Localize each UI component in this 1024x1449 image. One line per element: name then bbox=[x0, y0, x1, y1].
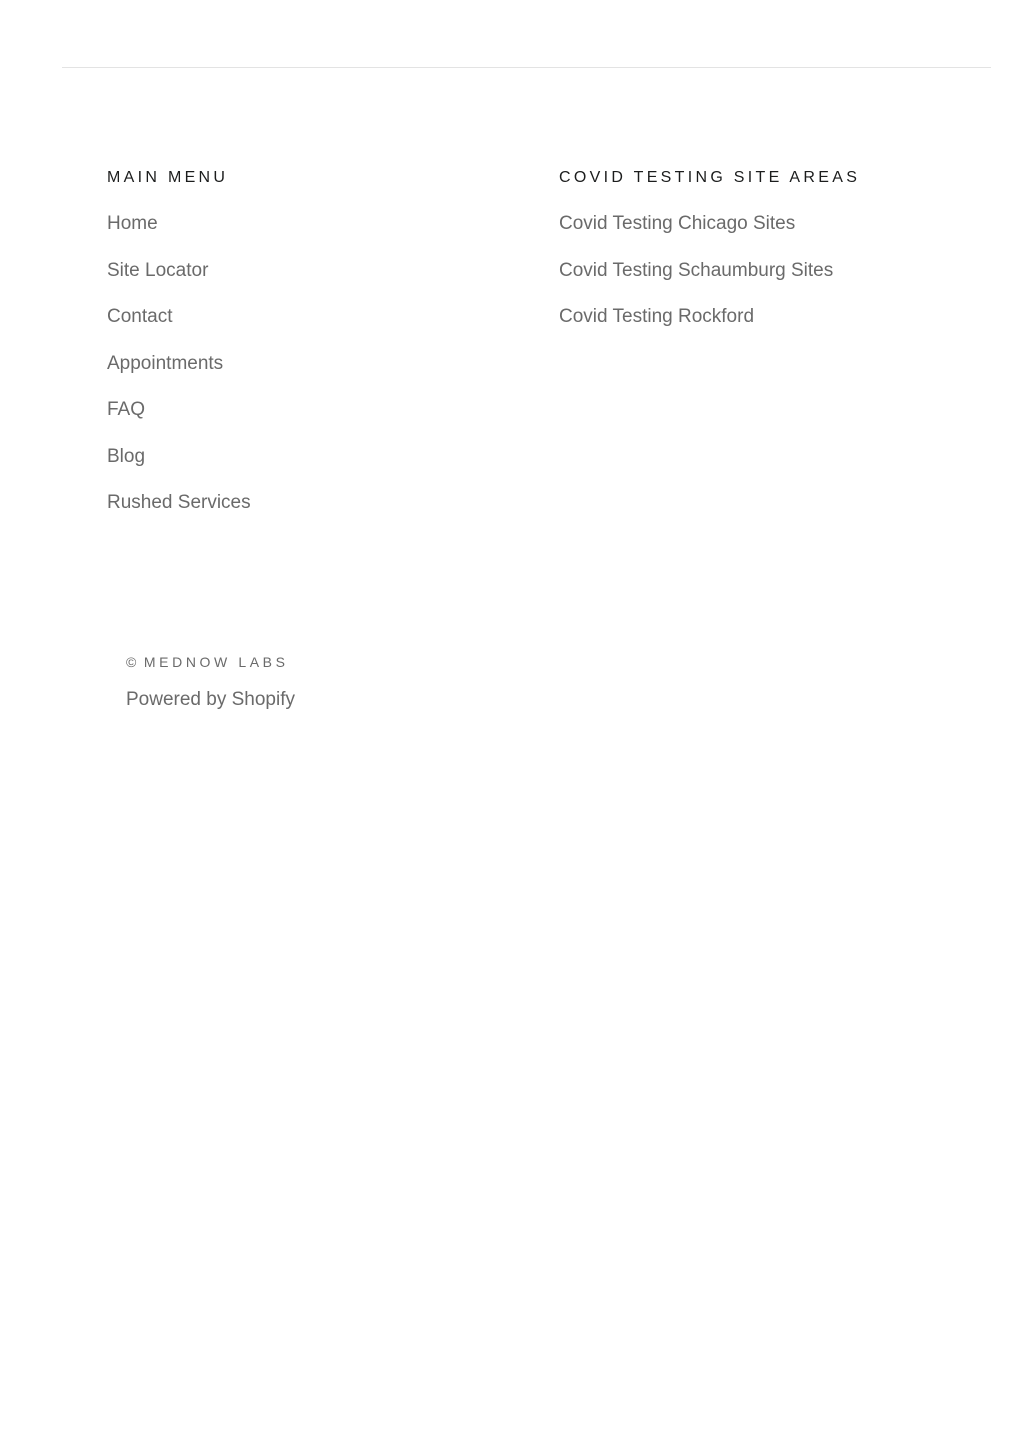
list-item bbox=[107, 302, 487, 349]
copyright-notice bbox=[126, 652, 295, 672]
list-item bbox=[559, 256, 979, 303]
main-menu-link-blog[interactable]: Blog bbox=[107, 445, 146, 467]
covid-link-chicago[interactable]: Covid Testing Chicago Sites bbox=[559, 213, 796, 234]
list-item bbox=[107, 349, 487, 396]
company-link[interactable]: MEDNOW LABS bbox=[143, 654, 289, 670]
main-menu-list bbox=[107, 209, 487, 535]
list-item bbox=[107, 256, 487, 303]
main-menu-link-rushed-services[interactable]: Rushed Services bbox=[107, 492, 251, 513]
list-item bbox=[107, 442, 487, 489]
covid-sites-section bbox=[559, 168, 979, 349]
main-menu-link-site-locator[interactable]: Site Locator bbox=[107, 259, 209, 281]
covid-link-rockford[interactable]: Covid Testing Rockford bbox=[559, 306, 755, 327]
list-item bbox=[107, 209, 487, 256]
footer-legal bbox=[126, 652, 295, 712]
copyright-symbol: © bbox=[126, 654, 140, 670]
list-item bbox=[559, 209, 979, 256]
list-item bbox=[107, 488, 487, 535]
list-item bbox=[107, 395, 487, 442]
covid-sites-heading: COVID TESTING SITE AREAS bbox=[559, 169, 861, 186]
main-menu-link-faq[interactable]: FAQ bbox=[107, 399, 146, 420]
main-menu-section bbox=[107, 168, 487, 535]
main-menu-link-contact[interactable]: Contact bbox=[107, 306, 173, 327]
covid-link-schaumburg[interactable]: Covid Testing Schaumburg Sites bbox=[559, 259, 834, 281]
powered-by-shopify-link[interactable]: Powered by Shopify bbox=[126, 689, 295, 710]
list-item bbox=[559, 302, 979, 349]
main-menu-link-home[interactable]: Home bbox=[107, 213, 158, 234]
covid-sites-list bbox=[559, 209, 979, 349]
main-menu-heading: MAIN MENU bbox=[107, 169, 229, 186]
main-menu-link-appointments[interactable]: Appointments bbox=[107, 352, 224, 374]
footer-divider bbox=[62, 67, 991, 68]
